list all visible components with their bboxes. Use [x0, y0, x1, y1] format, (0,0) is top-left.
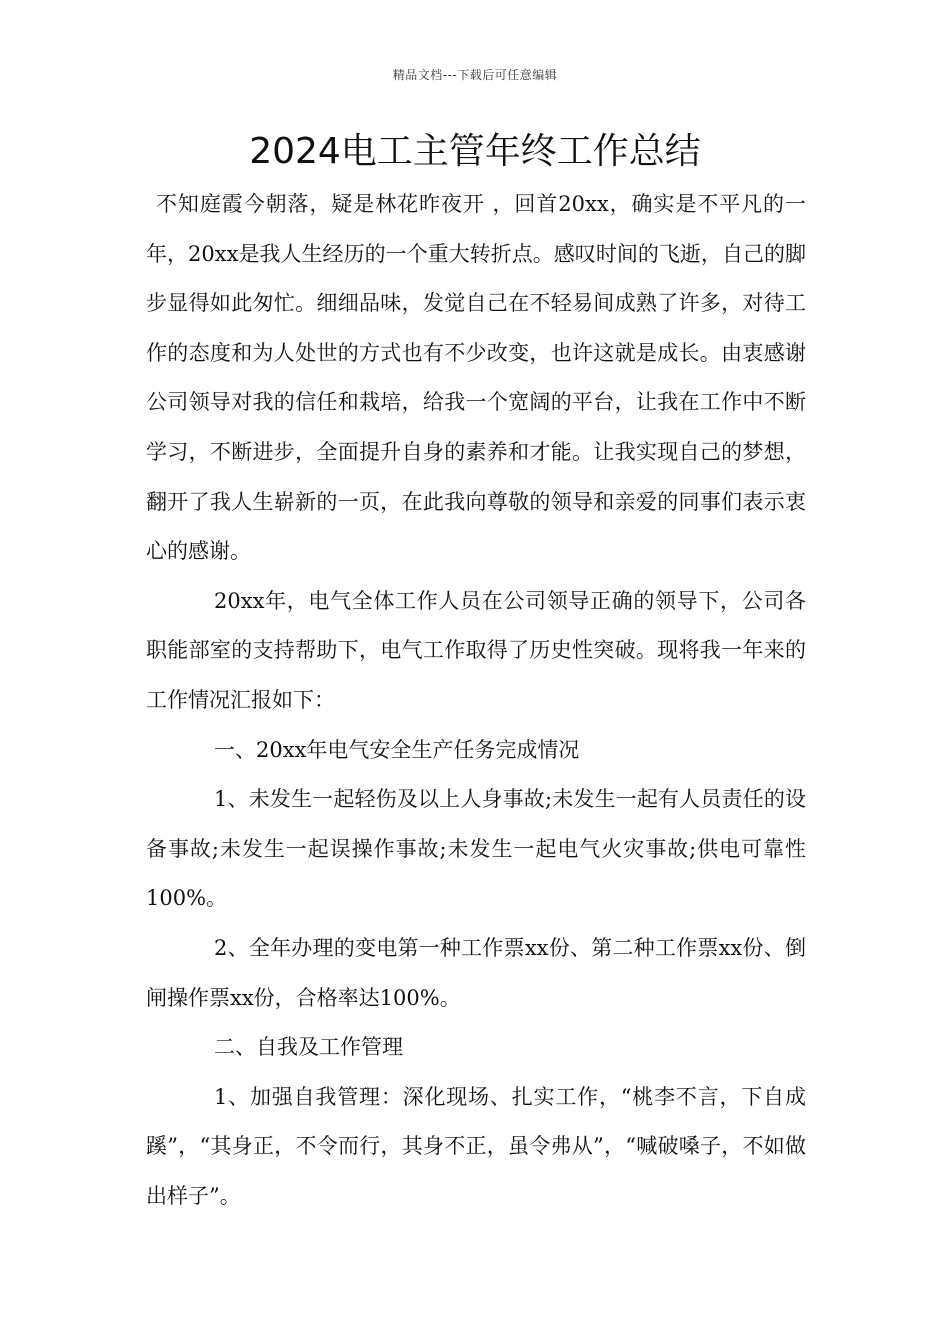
- paragraph-item-2-1: 1、加强自我管理：深化现场、扎实工作，“桃李不言，下自成蹊”，“其身正，不令而行，其身不正，虽令弗从”，“喊破嗓子，不如做出样子”。: [146, 1084, 806, 1208]
- paragraph-intro: 不知庭霞今朝落，疑是林花昨夜开 ，回首20xx，确实是不平凡的一年，20xx是我人生经历的一个重大转折点。感叹时间的飞逝，自己的脚步显得如此匆忙。细细品味，发觉自己在不轻易间成熟了许多，对待工作的态度和为人处世的方式也有不少改变，也许这就是成长。由衷感谢公司领导对我的信任和栽培，给我一个宽阔的平台，让我在工作中不断学习，不断进步，全面提升自身的素养和才能。让我实现自己的梦想，翻开了我人生崭新的一页，在此我向尊敬的领导和亲爱的同事们表示衷心的感谢。: [146, 192, 806, 564]
- section-heading-2: 二、自我及工作管理: [214, 1035, 403, 1060]
- section-heading-1: 一、20xx年电气安全生产任务完成情况: [214, 737, 580, 762]
- paragraph-item-1-2: 2、全年办理的变电第一种工作票xx份、第二种工作票xx份、倒闸操作票xx份，合格率达100%。: [146, 935, 806, 1010]
- header-note: 精品文档---下载后可任意编辑: [392, 68, 558, 82]
- paragraph-item-1-1: 1、未发生一起轻伤及以上人身事故;未发生一起有人员责任的设备事故;未发生一起误操作事故;未发生一起电气火灾事故;供电可靠性100%。: [146, 787, 806, 911]
- document-body: [146, 180, 806, 1221]
- paragraph-summary: 20xx年，电气全体工作人员在公司领导正确的领导下，公司各职能部室的支持帮助下，电气工作取得了历史性突破。现将我一年来的工作情况汇报如下：: [146, 588, 806, 712]
- document-title: 2024电工主管年终工作总结: [249, 131, 701, 172]
